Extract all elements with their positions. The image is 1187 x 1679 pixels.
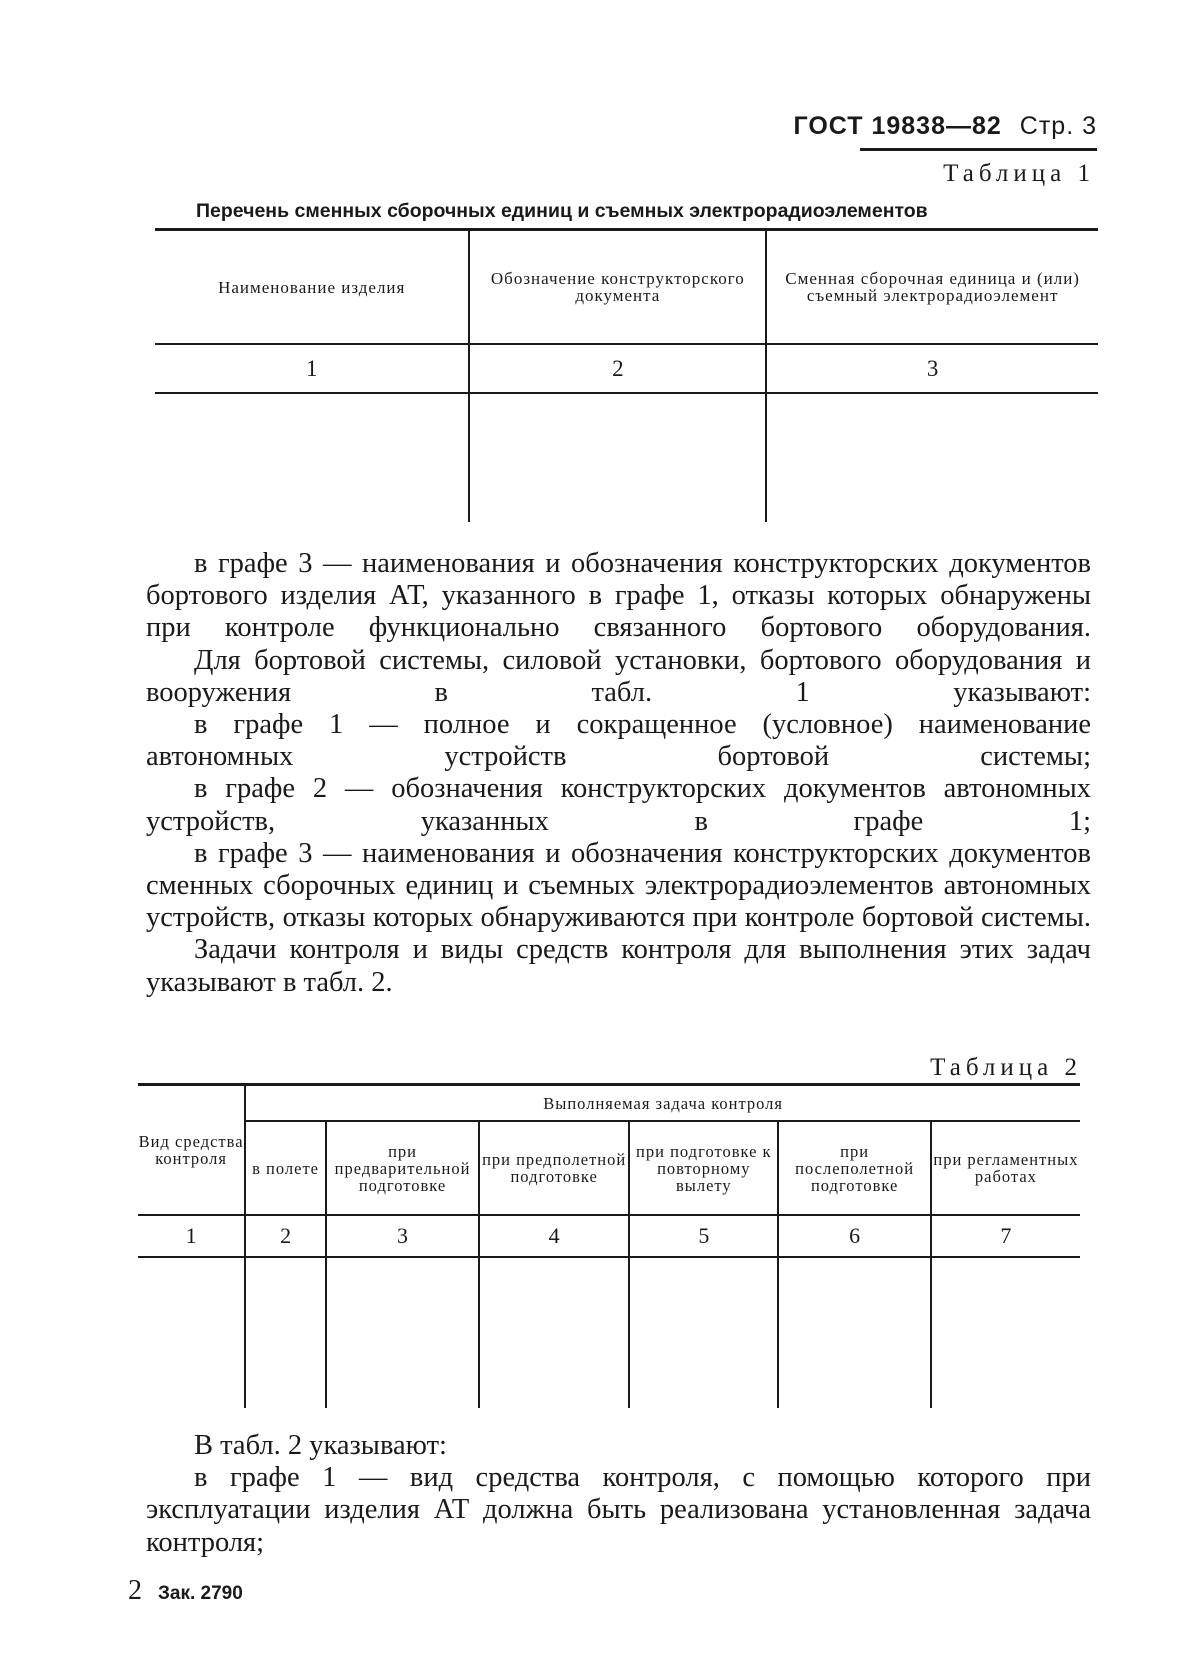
table2-cell — [326, 1257, 479, 1408]
table2-cell — [138, 1257, 245, 1408]
table2-num-7: 7 — [931, 1215, 1080, 1257]
table2-group-header: Выполняемая задача контроля — [245, 1085, 1080, 1122]
paragraph: Для бортовой системы, силовой установки, бортового оборудования и вооружения в табл. 1 указывают: — [146, 644, 1091, 708]
page-header — [794, 112, 1097, 141]
table2-cell — [629, 1257, 778, 1408]
body-text-2 — [146, 1430, 1091, 1559]
footer-page-number: 2 — [128, 1575, 142, 1606]
table1-label: Таблица 1 — [943, 160, 1095, 187]
table2-cell — [778, 1257, 930, 1408]
table2-col-preliminary: при предварительной подготовке — [326, 1121, 479, 1215]
table1-cell — [766, 393, 1098, 522]
table1-caption: Перечень сменных сборочных единиц и съемных электрорадиоэлементов — [196, 200, 928, 222]
paragraph: в графе 3 — наименования и обозначения конструкторских документов сменных сборочных единиц и съемных электрорадиоэлементов автономных устройств, отказы которых обнаруживаются при контроле бортовой системы. — [146, 837, 1091, 934]
paragraph: В табл. 2 указывают: — [194, 1430, 447, 1461]
paragraph: Задачи контроля и виды средств контроля для выполнения этих задач указывают в табл. 2. — [146, 934, 1091, 998]
footer-order: Зак. 2790 — [158, 1583, 243, 1604]
table2-subheader-row — [138, 1121, 1080, 1215]
table2-num-6: 6 — [778, 1215, 930, 1257]
table2-num-5: 5 — [629, 1215, 778, 1257]
table2-cell — [479, 1257, 629, 1408]
table2-empty-row — [138, 1257, 1080, 1408]
table1-cell — [469, 393, 766, 522]
body-text-1 — [146, 548, 1091, 999]
table2-col-repeat-flight: при подготовке к повторному вылету — [629, 1121, 778, 1215]
table2-number-row — [138, 1215, 1080, 1257]
table2-num-4: 4 — [479, 1215, 629, 1257]
table2-cell — [245, 1257, 326, 1408]
table1 — [155, 228, 1098, 522]
table1-col-name: Наименование изделия — [155, 230, 469, 345]
table1-col-unit: Сменная сборочная единица и (или) съемный электрорадиоэлемент — [766, 230, 1098, 345]
table2-col-scheduled: при регламентных работах — [931, 1121, 1080, 1215]
table1-header-row — [155, 230, 1098, 345]
paragraph: в графе 1 — полное и сокращенное (условное) наименование автономных устройств бортовой системы; — [146, 709, 1091, 773]
header-rule — [860, 148, 1097, 151]
table1-num-3: 3 — [766, 344, 1098, 393]
table1-cell — [155, 393, 469, 522]
table1-col-designation: Обозначение конструкторского документа — [469, 230, 766, 345]
paragraph: в графе 1 — вид средства контроля, с помощью которого при эксплуатации изделия АТ должна быть реализована установленная задача контроля; — [146, 1462, 1091, 1558]
table2 — [138, 1083, 1080, 1408]
table2-col-in-flight: в полете — [245, 1121, 326, 1215]
page-label: Стр. 3 — [1019, 112, 1097, 140]
table1-empty-row — [155, 393, 1098, 522]
paragraph: в графе 2 — обозначения конструкторских документов автономных устройств, указанных в графе 1; — [146, 773, 1091, 837]
table2-num-1: 1 — [138, 1215, 245, 1257]
table2-cell — [931, 1257, 1080, 1408]
page-footer — [128, 1575, 243, 1607]
table2-col-postflight: при послеполетной подготовке — [778, 1121, 930, 1215]
paragraph: в графе 3 — наименования и обозначения конструкторских документов бортового изделия АТ, указанного в графе 1, отказы которых обнаружены при контроле функционально связанного бортового оборудования. — [146, 548, 1091, 644]
table2-col-preflight: при предполетной подготовке — [479, 1121, 629, 1215]
table2-label: Таблица 2 — [930, 1054, 1082, 1081]
table2-group-row — [138, 1085, 1080, 1122]
table1-num-1: 1 — [155, 344, 469, 393]
table1-num-2: 2 — [469, 344, 766, 393]
standard-number: ГОСТ 19838—82 — [793, 112, 1002, 140]
table2-col-type: Вид средства контроля — [138, 1085, 245, 1216]
table2-num-2: 2 — [245, 1215, 326, 1257]
table2-num-3: 3 — [326, 1215, 479, 1257]
table1-number-row — [155, 344, 1098, 393]
